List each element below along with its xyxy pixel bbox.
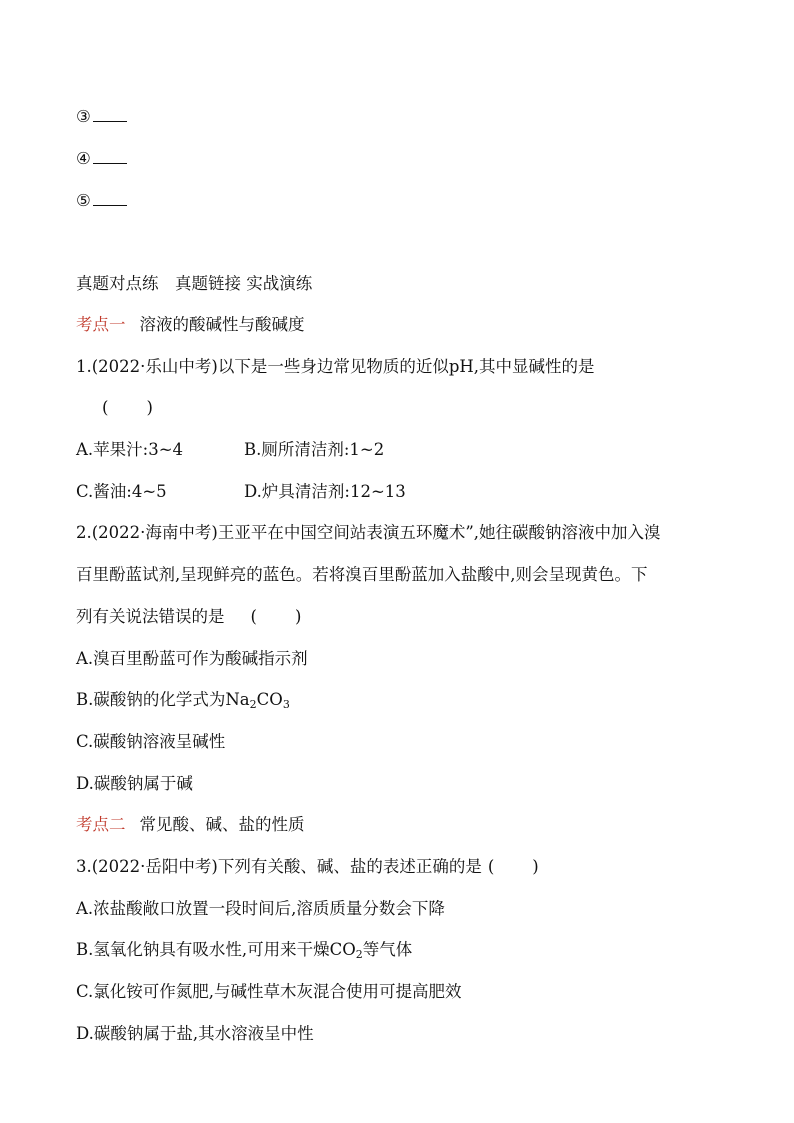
question-3-stem: 3.(2022·岳阳中考)下列有关酸、碱、盐的表述正确的是 ( ) (76, 857, 539, 876)
option-c[interactable]: C.碳酸钠溶液呈碱性 (76, 732, 226, 751)
option-b[interactable]: B.厕所清洁剂:1~2 (244, 440, 385, 459)
option-a[interactable]: A.浓盐酸敞口放置一段时间后,溶质质量分数会下降 (76, 899, 445, 918)
section-header: 真题对点练 真题链接 实战演练 (76, 274, 313, 293)
option-c[interactable]: C.酱油:4~5 (76, 482, 167, 501)
question-1-answer-paren[interactable]: ( ) (102, 398, 153, 417)
option-d[interactable]: D.碳酸钠属于碱 (76, 774, 193, 793)
kaodian-label: 考点二 (76, 815, 126, 834)
option-d[interactable]: D.碳酸钠属于盐,其水溶液呈中性 (76, 1024, 314, 1043)
answer-blank[interactable] (93, 147, 127, 164)
blank-line-4: ④ (76, 147, 127, 170)
kaodian-1-heading (76, 314, 305, 336)
question-1-options-row-1 (76, 439, 384, 461)
option-a[interactable]: A.苹果汁:3~4 (76, 440, 184, 459)
question-1-stem: 1.(2022·乐山中考)以下是一些身边常见物质的近似pH,其中显碱性的是 (76, 357, 595, 376)
option-b[interactable]: B.碳酸钠的化学式为$Na_2CO_3$ (76, 690, 290, 711)
answer-paren[interactable]: ( ) (487, 857, 539, 876)
kaodian-title: 溶液的酸碱性与酸碱度 (139, 315, 305, 334)
option-b[interactable]: B.氢氧化钠具有吸水性,可用来干燥$CO_2$等气体 (76, 940, 413, 961)
kaodian-title: 常见酸、碱、盐的性质 (139, 815, 305, 834)
question-2-line-2: 百里酚蓝试剂,呈现鲜亮的蓝色。若将溴百里酚蓝加入盐酸中,则会呈现黄色。下 (76, 565, 648, 584)
option-a[interactable]: A.溴百里酚蓝可作为酸碱指示剂 (76, 649, 308, 668)
blank-line-3: ③ (76, 105, 127, 128)
kaodian-2-heading (76, 814, 305, 836)
kaodian-label: 考点一 (76, 315, 126, 334)
question-1-options-row-2 (76, 481, 406, 503)
option-c[interactable]: C.氯化铵可作氮肥,与碱性草木灰混合使用可提高肥效 (76, 982, 462, 1001)
answer-paren[interactable]: ( ) (250, 607, 302, 626)
answer-blank[interactable] (93, 105, 127, 122)
answer-blank[interactable] (93, 189, 127, 206)
question-2-line-3: 列有关说法错误的是 ( ) (76, 607, 302, 626)
blank-line-5: ⑤ (76, 189, 127, 212)
option-d[interactable]: D.炉具清洁剂:12~13 (244, 482, 406, 501)
question-2-line-1: 2.(2022·海南中考)王亚平在中国空间站表演五环魔术”,她往碳酸钠溶液中加入溴 (76, 523, 661, 542)
